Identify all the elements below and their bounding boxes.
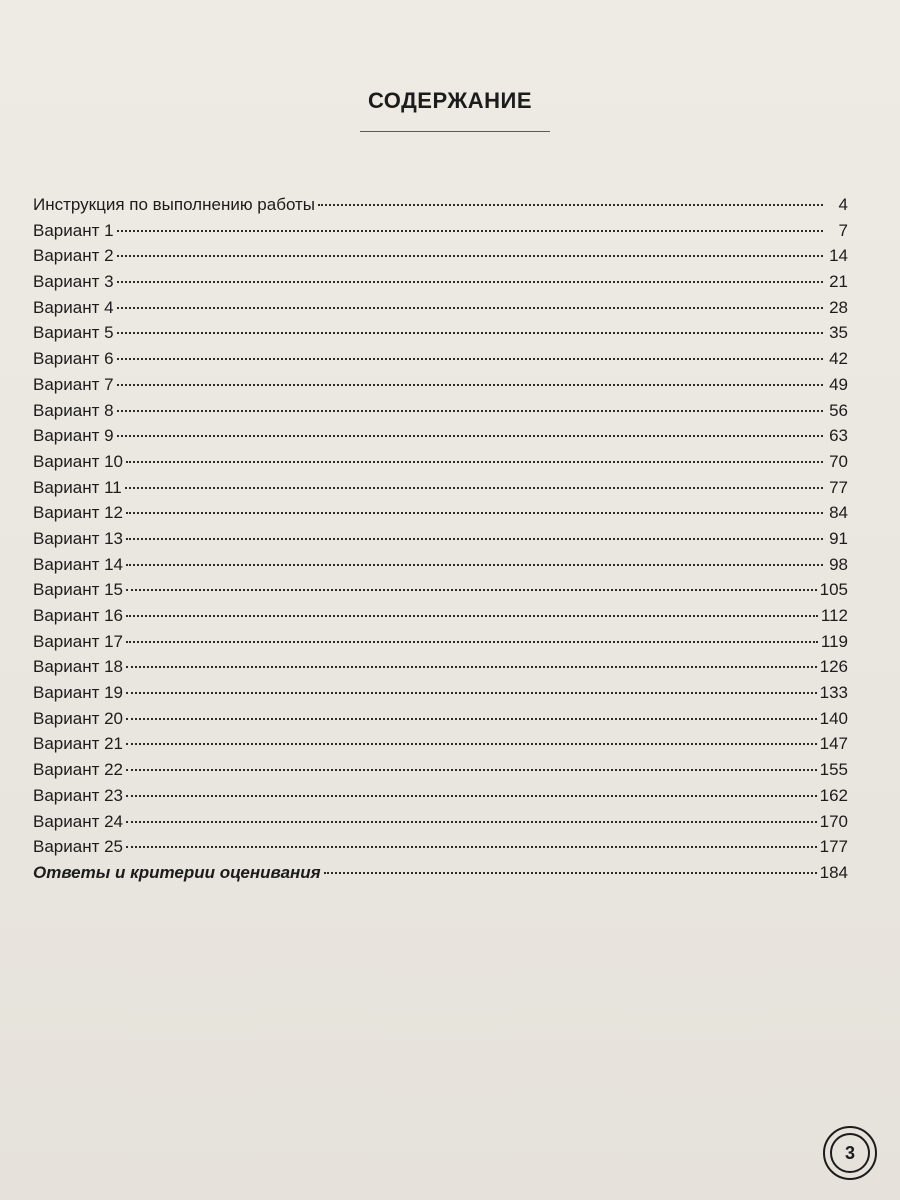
toc-entry <box>33 654 848 680</box>
toc-entry-page: 56 <box>829 400 848 420</box>
toc-entry-label: Вариант 15 <box>33 580 124 600</box>
toc-entry <box>33 269 848 295</box>
toc-dot-leader <box>126 692 817 694</box>
toc-dot-leader <box>126 512 823 514</box>
toc-entry <box>33 834 848 860</box>
toc-entry-label: Вариант 19 <box>33 683 124 703</box>
toc-entry-label: Вариант 21 <box>33 734 124 754</box>
toc-entry-label: Вариант 5 <box>33 323 114 343</box>
toc-entry <box>33 475 848 501</box>
toc-entry-page: 77 <box>829 477 848 497</box>
toc-dot-leader <box>126 769 817 771</box>
toc-dot-leader <box>318 204 823 206</box>
toc-entry <box>33 731 848 757</box>
toc-dot-leader <box>117 358 823 360</box>
toc-entry-label: Вариант 1 <box>33 220 114 240</box>
toc-entry <box>33 629 848 655</box>
toc-entry-label: Вариант 9 <box>33 426 114 446</box>
toc-entry-page: 28 <box>829 297 848 317</box>
toc-entry-label: Вариант 16 <box>33 606 124 625</box>
toc-entry-page: 7 <box>838 220 848 240</box>
toc-dot-leader <box>117 384 823 386</box>
toc-entry-label: Вариант 20 <box>33 708 124 728</box>
toc-entry-label: Вариант 3 <box>33 272 114 292</box>
toc-entry-page: 119 <box>820 631 848 651</box>
toc-entry <box>33 500 848 526</box>
toc-entry <box>33 809 848 835</box>
toc-entry-page: 35 <box>829 323 848 343</box>
toc-entry <box>33 603 848 629</box>
toc-entry-page: 162 <box>819 785 848 805</box>
toc-entry-page: 63 <box>829 426 848 446</box>
toc-entry-page: 84 <box>829 503 848 523</box>
toc-dot-leader <box>126 743 817 745</box>
toc-entry-label: Вариант 14 <box>33 554 124 574</box>
toc-entry-page: 133 <box>819 683 848 703</box>
toc-dot-leader <box>126 589 817 591</box>
toc-entry <box>33 577 848 603</box>
toc-dot-leader <box>126 538 823 540</box>
toc-entry <box>33 706 848 732</box>
toc-entry-label: Вариант 18 <box>33 657 124 677</box>
toc-entry-page: 126 <box>819 657 848 677</box>
toc-entry-page: 184 <box>819 862 848 882</box>
toc-dot-leader <box>126 821 817 823</box>
toc-entry-label: Вариант 10 <box>33 451 124 471</box>
toc-entry-page: 49 <box>829 374 848 394</box>
toc-dot-leader <box>117 332 823 334</box>
toc-entry-label: Вариант 13 <box>33 528 124 548</box>
toc-dot-leader <box>117 435 823 437</box>
toc-entry <box>33 295 848 321</box>
toc-entry-page: 177 <box>819 837 848 857</box>
toc-entry-page: 98 <box>829 554 848 574</box>
toc-entry <box>33 449 848 475</box>
toc-dot-leader <box>126 615 818 617</box>
toc-dot-leader <box>117 307 823 309</box>
toc-entry-label: Вариант 6 <box>33 349 114 369</box>
toc-entry-label: Вариант 23 <box>33 785 124 805</box>
toc-entry <box>33 423 848 449</box>
title-underline <box>360 131 550 132</box>
toc-entry-label: Вариант 24 <box>33 811 124 831</box>
toc-entry-label: Вариант 11 <box>33 477 122 497</box>
toc-entry-page: 42 <box>829 349 848 369</box>
toc-entry-label: Вариант 17 <box>33 631 124 651</box>
toc-dot-leader <box>117 255 823 257</box>
toc-entry-page: 112 <box>820 606 848 625</box>
toc-dot-leader <box>126 666 817 668</box>
toc-dot-leader <box>126 718 817 720</box>
toc-entry <box>33 552 848 578</box>
toc-entry <box>33 757 848 783</box>
toc-dot-leader <box>117 230 823 232</box>
toc-entry <box>33 218 848 244</box>
toc-dot-leader <box>126 846 817 848</box>
toc-entry-label: Вариант 4 <box>33 297 114 317</box>
toc-dot-leader <box>126 795 817 797</box>
page-number-badge <box>823 1126 877 1180</box>
toc-dot-leader <box>126 641 818 643</box>
toc-entry <box>33 320 848 346</box>
toc-entry-page: 105 <box>819 580 848 600</box>
toc-entry <box>33 783 848 809</box>
toc-entry-label: Вариант 22 <box>33 760 124 780</box>
toc-entry-label: Вариант 8 <box>33 400 114 420</box>
toc-entry <box>33 192 848 218</box>
toc-entry-page: 70 <box>829 451 848 471</box>
toc-dot-leader <box>117 410 823 412</box>
toc-entry-page: 155 <box>819 760 848 780</box>
toc-entry-label: Инструкция по выполнению работы <box>33 195 316 214</box>
table-of-contents <box>33 192 848 886</box>
toc-entry-page: 14 <box>829 246 848 266</box>
toc-entry-label: Вариант 7 <box>33 374 114 394</box>
page-title: СОДЕРЖАНИЕ <box>367 88 533 113</box>
toc-dot-leader <box>125 487 823 489</box>
toc-entry <box>33 680 848 706</box>
toc-entry-label: Вариант 12 <box>33 503 124 523</box>
toc-entry <box>33 346 848 372</box>
toc-entry-page: 170 <box>819 811 848 831</box>
toc-entry <box>33 243 848 269</box>
toc-entry-label: Ответы и критерии оценивания <box>33 862 321 882</box>
toc-entry-page: 21 <box>829 272 848 292</box>
toc-entry-label: Вариант 25 <box>33 837 124 857</box>
toc-dot-leader <box>126 564 823 566</box>
toc-entry-page: 91 <box>829 528 848 548</box>
toc-entry-page: 4 <box>838 195 848 214</box>
toc-dot-leader <box>126 461 823 463</box>
toc-entry <box>33 372 848 398</box>
toc-entry-page: 140 <box>819 708 848 728</box>
toc-entry-page: 147 <box>819 734 848 754</box>
toc-entry <box>33 526 848 552</box>
toc-entry-label: Вариант 2 <box>33 246 114 266</box>
toc-dot-leader <box>324 872 817 874</box>
toc-entry <box>33 398 848 424</box>
page-number: 3 <box>830 1133 870 1173</box>
toc-dot-leader <box>117 281 823 283</box>
toc-entry <box>33 860 848 886</box>
